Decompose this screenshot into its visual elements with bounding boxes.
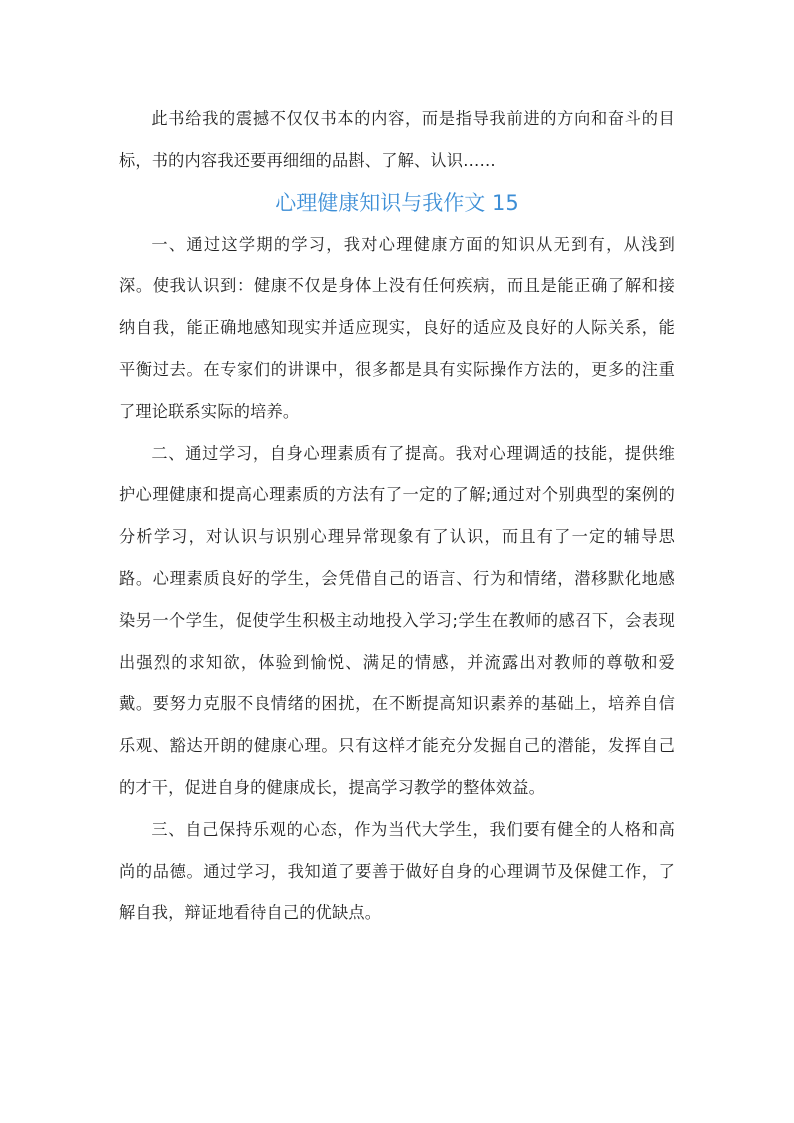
paragraph-one: 一、通过这学期的学习，我对心理健康方面的知识从无到有，从浅到深。使我认识到：健康不仅是身体上没有任何疾病，而且是能正确了解和接纳自我，能正确地感知现实并适应现实，良好的适应及良好的人际关系，能平衡过去。在专家们的讲课中，很多都是具有实际操作方法的，更多的注重了理论联系实际的培养。 [119,234,675,421]
section-heading: 心理健康知识与我作文 15 [275,190,519,215]
intro-paragraph: 此书给我的震撼不仅仅书本的内容，而是指导我前进的方向和奋斗的目标，书的内容我还要再细细的品斟、了解、认识…… [119,109,675,170]
paragraph-three: 三、自己保持乐观的心态，作为当代大学生，我们要有健全的人格和高尚的品德。通过学习，我知道了要善于做好自身的心理调节及保健工作，了解自我，辩证地看待自己的优缺点。 [119,819,675,923]
paragraph-two: 二、通过学习，自身心理素质有了提高。我对心理调适的技能，提供维护心理健康和提高心理素质的方法有了一定的了解;通过对个别典型的案例的分析学习，对认识与识别心理异常现象有了认识，而且有了一定的辅导思路。心理素质良好的学生，会凭借自己的语言、行为和情绪，潜移默化地感染另一个学生，促使学生积极主动地投入学习;学生在教师的感召下，会表现出强烈的求知欲，体验到愉悦、满足的情感，并流露出对教师的尊敬和爱戴。要努力克服不良情绪的困扰，在不断提高知识素养的基础上，培养自信乐观、豁达开朗的健康心理。只有这样才能充分发掘自己的潜能，发挥自己的才干，促进自身的健康成长，提高学习教学的整体效益。 [119,443,675,797]
document-body [119,98,675,934]
